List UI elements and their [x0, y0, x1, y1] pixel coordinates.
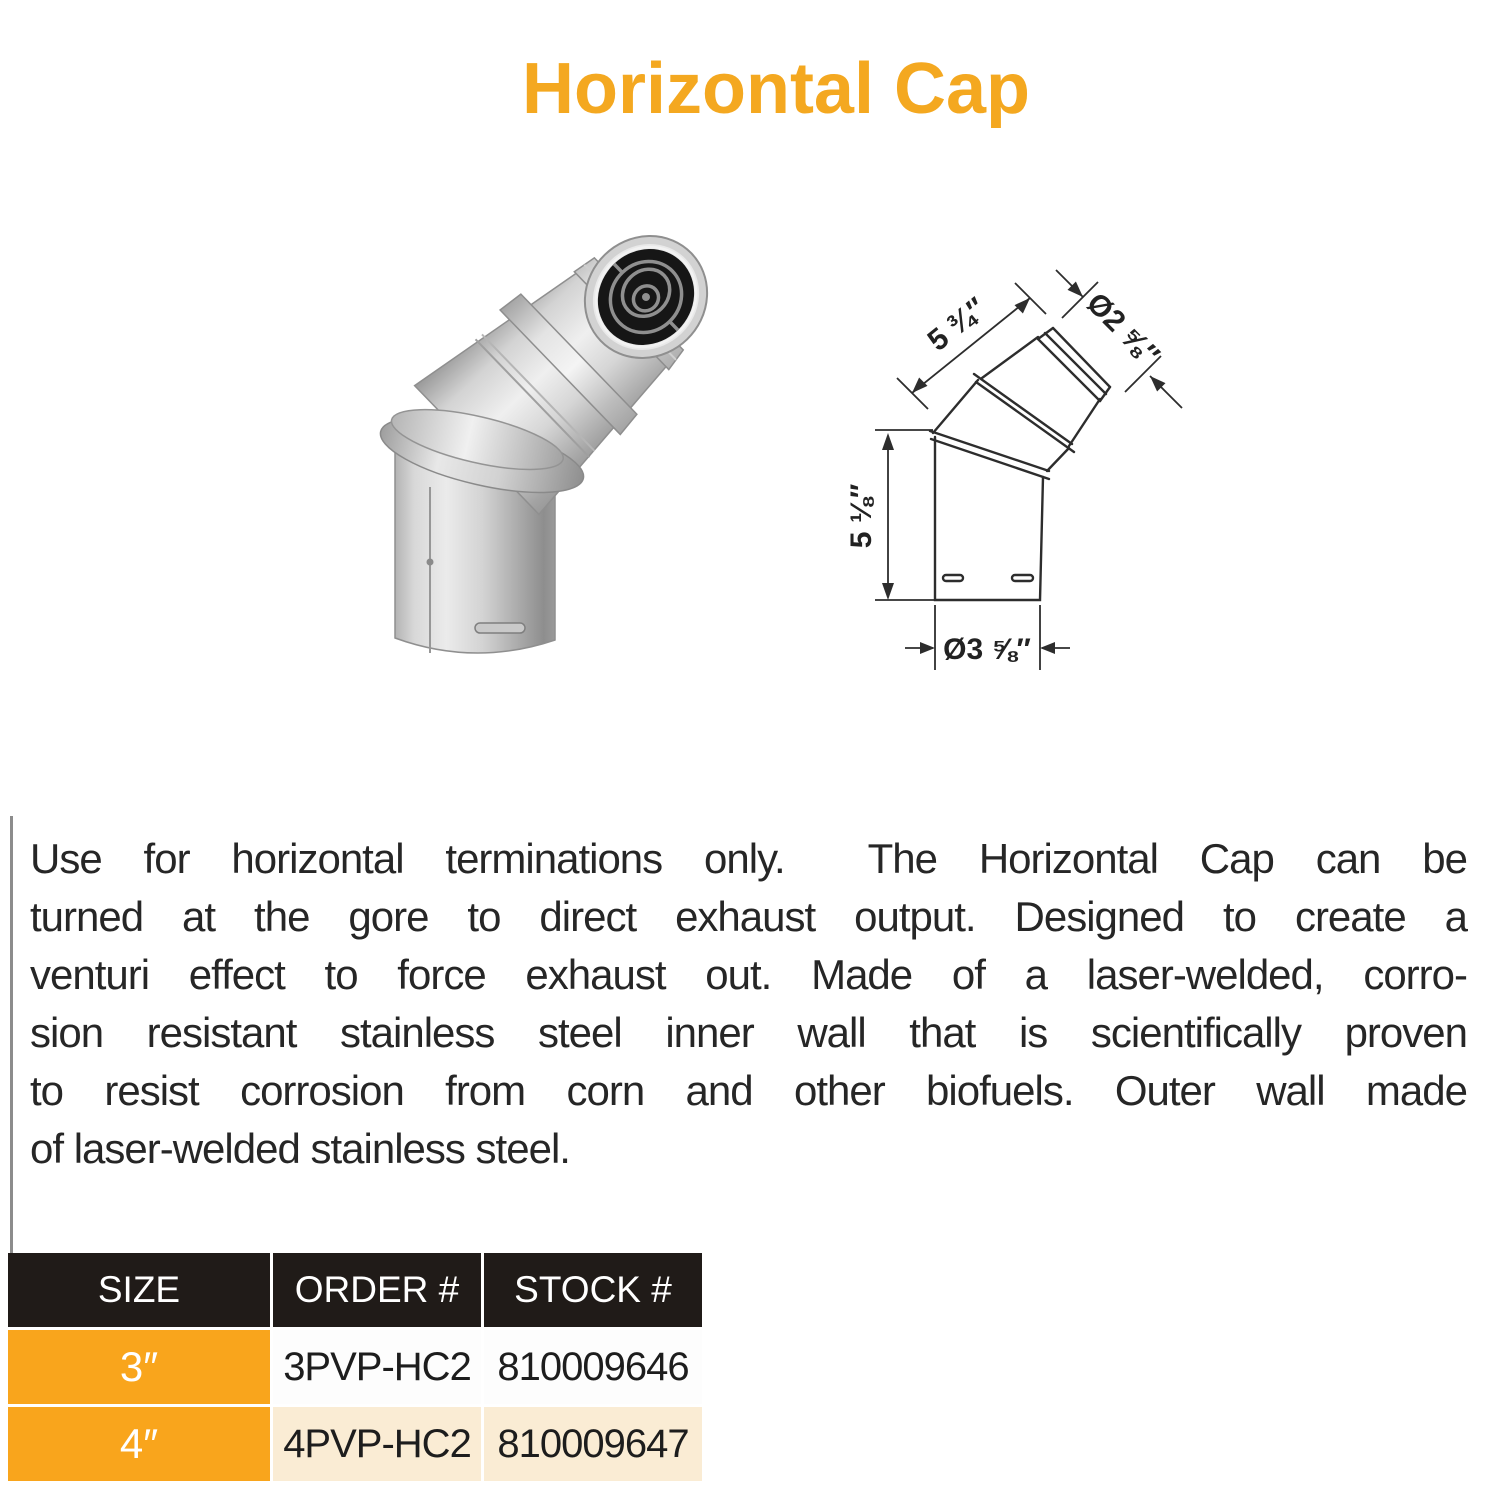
left-vertical-rule [10, 816, 13, 1253]
table-row-3in-size: 3″ [8, 1330, 270, 1404]
horizontal-cap-photo [330, 225, 790, 705]
product-description [30, 830, 1467, 1178]
drawing-body-outline [930, 328, 1110, 600]
description-line: turned at the gore to direct exhaust output. Designed to create a [30, 893, 1467, 940]
table-row-4in-order: 4PVP-HC2 [273, 1407, 481, 1481]
table-header-order: ORDER # [273, 1253, 481, 1327]
table-row-3in-stock: 810009646 [484, 1330, 702, 1404]
photo-slot [475, 623, 525, 633]
dim-base-diameter: Ø3 ⅝″ [943, 633, 1031, 666]
dim-outlet-diameter: Ø2 ⅝″ [1080, 286, 1166, 372]
table-header-size: SIZE [8, 1253, 270, 1327]
table-header-stock: STOCK # [484, 1253, 702, 1327]
description-line: Use for horizontal terminations only. The Horizontal Cap can be [30, 835, 1467, 882]
description-line: sion resistant stainless steel inner wall that is scientifically proven [30, 1009, 1467, 1056]
description-line: venturi effect to force exhaust out. Made of a laser-welded, corro- [30, 951, 1467, 998]
spec-table [8, 1253, 705, 1481]
photo-rivet-dot [427, 559, 434, 566]
table-row-4in-stock: 810009647 [484, 1407, 702, 1481]
tech-drawing [845, 240, 1225, 695]
page-title: Horizontal Cap [521, 49, 1030, 129]
product-photo [330, 225, 790, 705]
dim-slant-length: 5 ¾″ [921, 291, 993, 358]
description-line: of laser-welded stainless steel. [30, 1125, 570, 1172]
table-row-4in-size: 4″ [8, 1407, 270, 1481]
table-row-3in-order: 3PVP-HC2 [273, 1330, 481, 1404]
dimension-drawing [845, 240, 1225, 695]
dim-body-height: 5 ⅛″ [845, 483, 878, 549]
description-line: to resist corrosion from corn and other biofuels. Outer wall made [30, 1067, 1467, 1114]
